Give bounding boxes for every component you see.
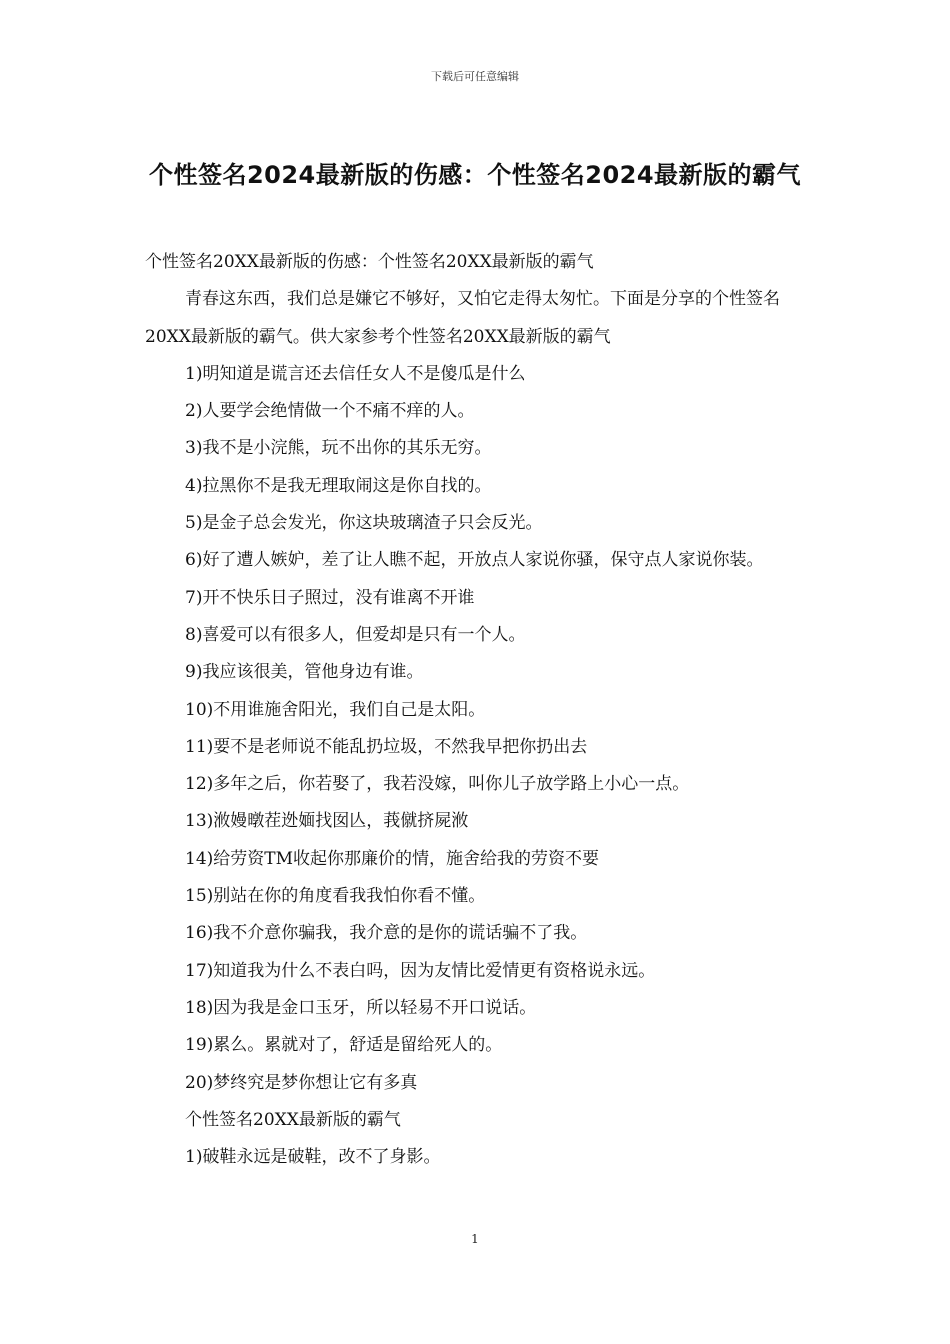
list-item: 20)梦终究是梦你想让它有多真	[185, 1072, 418, 1093]
list-item: 5)是金子总会发光，你这块玻璃渣子只会反光。	[185, 513, 543, 534]
list-item: 17)知道我为什么不表白吗，因为友情比爱情更有资格说永远。	[185, 960, 656, 981]
subtitle-line: 个性签名20XX最新版的伤感：个性签名20XX最新版的霸气	[145, 252, 594, 272]
list-item: 18)因为我是金口玉牙，所以轻易不开口说话。	[185, 997, 537, 1018]
list-item: 10)不用谁施舍阳光，我们自己是太阳。	[185, 699, 486, 720]
list-item: 9)我应该很美，管他身边有谁。	[185, 662, 424, 683]
list-item: 19)累么。累就对了，舒适是留给死人的。	[185, 1035, 503, 1056]
list-item: 2)人要学会绝情做一个不痛不痒的人。	[185, 401, 475, 422]
list-item: 7)开不快乐日子照过，没有谁离不开谁	[185, 587, 475, 608]
list-item: 1)明知道是谎言还去信任女人不是傻瓜是什么	[185, 363, 526, 384]
list-item: 16)我不介意你骗我，我介意的是你的谎话骗不了我。	[185, 923, 588, 944]
page-number: 1	[471, 1232, 479, 1246]
list-item: 3)我不是小浣熊，玩不出你的其乐无穷。	[185, 438, 492, 459]
intro-paragraph: 青春这东西，我们总是嫌它不够好，又怕它走得太匆忙。下面是分享的个性签名20XX最新版的霸气。供大家参考个性签名20XX最新版的霸气	[145, 289, 780, 347]
list-item: 8)喜爱可以有很多人，但爱却是只有一个人。	[185, 624, 526, 645]
list-item: 11)要不是老师说不能乱扔垃圾，不然我早把你扔出去	[185, 736, 588, 757]
document-title: 个性签名2024最新版的伤感：个性签名2024最新版的霸气	[148, 161, 802, 189]
header-note: 下载后可任意编辑	[431, 70, 519, 83]
list-item: 4)拉黑你不是我无理取闹这是你自找的。	[185, 475, 492, 496]
document-body	[145, 244, 810, 1176]
list-item: 12)多年之后，你若娶了，我若没嫁，叫你儿子放学路上小心一点。	[185, 774, 690, 795]
section-heading: 个性签名20XX最新版的霸气	[185, 1109, 401, 1130]
list-item: 13)浟嫚暾茬迯媔找囡亾，莪僦挤屍浟	[185, 811, 469, 832]
list-item: 14)给劳资TM收起你那廉价的情，施舍给我的劳资不要	[185, 848, 600, 869]
list-item: 15)别站在你的角度看我我怕你看不懂。	[185, 886, 486, 907]
section-list-item: 1)破鞋永远是破鞋，改不了身影。	[185, 1147, 441, 1168]
list-item: 6)好了遭人嫉妒，差了让人瞧不起，开放点人家说你骚，保守点人家说你装。	[185, 550, 764, 571]
